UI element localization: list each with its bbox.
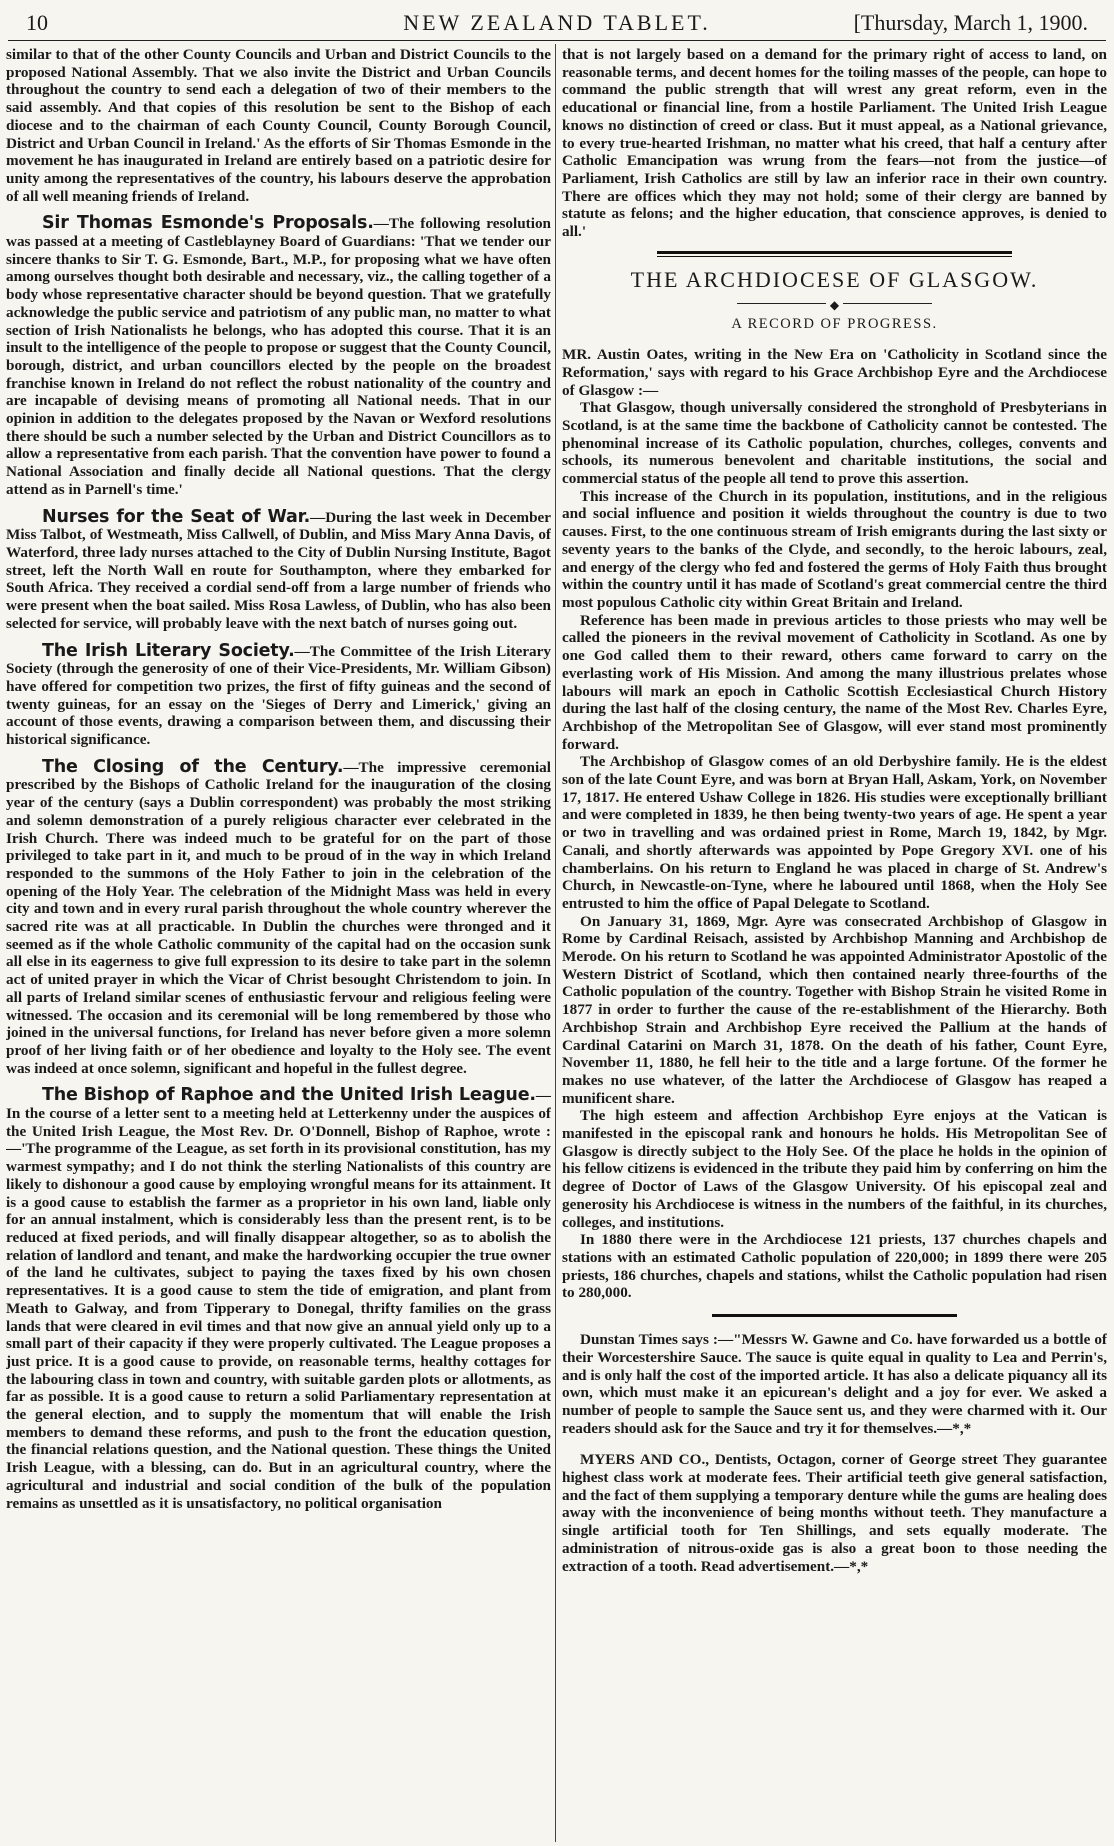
article-paragraph: MR. Austin Oates, writing in the New Era on 'Catholicity in Scotland since the Reformation,' says with regard to his Grace Archbishop Eyre and the Archdiocese of Glasgow :—	[562, 346, 1107, 399]
section-rule	[657, 251, 1012, 257]
news-item-heading: The Bishop of Raphoe and the United Irish League.	[42, 1085, 536, 1106]
news-item	[6, 1087, 551, 1512]
news-item	[6, 215, 551, 498]
news-item-heading: The Closing of the Century.	[42, 756, 344, 777]
news-item-body: —During the last week in December Miss Talbot, of Westmeath, Miss Callwell, of Dublin, and Miss Mary Anna Davis, of Waterford, three lady nurses attached to the City of Dublin Nursing Institute, Bagot street, left the North Wall en route for Southampton, where they embarked for South Africa. They received a cordial send-off from a large number of friends who were present when the boat sailed. Miss Rosa Lawless, of Dublin, who has also been selected for service, will probably leave with the next batch of nurses going out.	[6, 508, 551, 632]
section-subtitle: A RECORD OF PROGRESS.	[731, 316, 938, 333]
news-item-body: —The impressive ceremonial prescribed by the Bishops of Catholic Ireland for the inauguration of the closing year of the century (says a Dublin correspondent) was probably the most striking and solemn demonstration of a purely religious character ever celebrated in the Irish Church. There was indeed much to be grateful for on the part of those privileged to take part in it, and much to be proud of in the way in which Ireland responded to the summons of the Holy Father to join in the celebration of the opening of the Holy Year. The celebration of the Midnight Mass was held in every city and town and in every rural parish throughout the whole country wherever the sacred rite was at all practicable. In Dublin the churches were thronged and it seemed as if the whole Catholic community of the capital had on the occasion sunk all else in its eagerness to give full expression to its desire to take part in the solemn act of united prayer in which the Vicar of Christ besought Christendom to join. In all parts of Ireland similar scenes of enthusiastic fervour and religious feeling were witnessed. The occasion and its ceremonial will be long remembered by those who joined in the universal functions, for Ireland has never before given a more solemn proof of her living faith or of her obedience and loyalty to the Holy see. The event was indeed at once solemn, significant and hopeful in the fullest degree.	[6, 758, 551, 1077]
news-item-heading: The Irish Literary Society.	[42, 640, 295, 661]
article-paragraph: Reference has been made in previous articles to those priests who may well be called the pioneers in the revival movement of Catholicity in Scotland. As one by one God called them to their reward, others came forward to carry on the everlasting work of His Mission. And among the many illustrious prelates whose labours will mark an epoch in Catholic Scottish Ecclesiastical Church History during the last half of the closing century, the name of the Most Rev. Charles Eyre, Archbishop of the Metropolitan See of Glasgow, will ever stand most prominently forward.	[562, 611, 1107, 753]
page-header	[26, 6, 1088, 36]
section-title: THE ARCHDIOCESE OF GLASGOW.	[630, 266, 1039, 292]
issue-date: [Thursday, March 1, 1900.	[853, 10, 1088, 35]
header-rule	[8, 40, 1106, 41]
news-item-heading: Nurses for the Seat of War.	[42, 506, 311, 527]
news-item	[6, 756, 551, 1078]
article-paragraph: The high esteem and affection Archbishop Eyre enjoys at the Vatican is manifested in the episcopal rank and honours he holds. His Metropolitan See of Glasgow is directly subject to the Holy See. Of the place he holds in the opinion of his fellow citizens is evidenced in the tribute they paid him by conferring on him the degree of Doctor of Laws of the Glasgow University. Of his episcopal zeal and generosity his Archdiocese is witness in the numbers of the faithful, in its churches, colleges, and institutions.	[562, 1107, 1107, 1231]
diamond-icon: ◆	[826, 298, 843, 312]
article-paragraph: In 1880 there were in the Archdiocese 121 priests, 137 churches chapels and stations with an estimated Catholic population of 220,000; in 1899 there were 205 priests, 186 churches, chapels and stations, whilst the Catholic population had risen to 280,000.	[562, 1231, 1107, 1302]
continued-letter: that is not largely based on a demand for the primary right of access to land, on reasonable terms, and decent homes for the toiling masses of the people, can hope to command the public strength that will wrest any great reform, even in the educational or financial line, from a hostile Parliament. The United Irish League knows no distinction of creed or class. But it must appeal, as a National grievance, to every true-hearted Irishman, no matter what his creed, that half a century after Catholic Emancipation was wrung from the fears—not from the justice—of Parliament, Irish Catholics are still by law an inferior race in their own country. There are offices which they may not hold; some of their clergy are banned by statute as felons; and the higher education, that conscience approves, is denied to all.'	[562, 46, 1107, 241]
news-item-body: —The following resolution was passed at a meeting of Castleblayney Board of Guardians: 'That we tender our sincere thanks to Sir T. G. Esmonde, Bart., M.P., for proposing what we have often among ourselves thought both desirable and necessary, viz., the calling together of a body whose representative character should be beyond question. That we gratefully acknowledge the public service and patriotism of any public man, no matter to what section of Irish Nationalists he belongs, who has adopted this course. That it is an insult to the intelligence of the people to propose or suggest that the County Council, borough, district, and urban councillors elected by the people on the broadest franchise known in Ireland do not reflect the robust nationality of the country and are incapable of devising means of promoting all National needs. That in our opinion in addition to the delegates proposed by the Navan or Wexford resolutions there should be such a number selected by the Urban and District Councillors as to allow a representative from each parish. That the convention have power to found a National Association and finally decide all National questions. That the clergy attend as in Parnell's time.'	[6, 215, 551, 498]
ornament-divider	[562, 296, 1107, 313]
article-paragraph: The Archbishop of Glasgow comes of an old Derbyshire family. He is the eldest son of the late Count Eyre, and was born at Bryan Hall, Askam, York, on November 17, 1817. He entered Ushaw College in 1826. His studies were exceptionally brilliant and were completed in 1839, he then being twenty-two years of age. He spent a year or two in travelling and was ordained priest in Rome, March 19, 1842, by Mgr. Canali, and shortly afterwards was appointed by Pope Gregory XVI. one of his chamberlains. On his return to England he was placed in charge of St. Andrew's Church, in Newcastle-on-Tyne, where he laboured until 1868, when the Holy See entrusted to him the office of Papal Delegate to Scotland.	[562, 753, 1107, 912]
article-paragraph: On January 31, 1869, Mgr. Ayre was consecrated Archbishop of Glasgow in Rome by Cardinal Reisach, assisted by Archbishop Manning and Archbishop de Merode. On his return to Scotland he was appointed Administrator Apostolic of the Western District of Scotland, which then contained nearly three-fourths of the Catholic population of the country. Together with Bishop Strain he visited Rome in 1877 in order to further the cause of the re-establishment of the Hierarchy. Both Archbishop Strain and Archbishop Eyre received the Pallium at the hands of Cardinal Catarini on March 31, 1878. On the death of his father, Count Eyre, November 11, 1880, he fell heir to the title and a large fortune. Of the former he makes no use whatever, of the latter the Archdiocese of Glasgow has reaped a munificent share.	[562, 912, 1107, 1107]
news-item-body: —In the course of a letter sent to a meeting held at Letterkenny under the auspices of the United Irish League, the Most Rev. Dr. O'Donnell, Bishop of Raphoe, wrote :—'The programme of the League, as set forth in its provisional constitution, has my warmest sympathy; and I do not think the sterling Nationalists of this country are likely to dishonour a good cause by employing wrongful means for its attainment. It is a good cause to establish the farmer as a proprietor in his own land, liable only for an annual instalment, which is considerably less than the present rent, is to be reduced at fixed periods, and will finally disappear altogether, so as to abolish the relation of landlord and tenant, and make the hardworking occupier the true owner of the land he cultivates, subject to paying the taxes fixed by his own chosen representatives. It is a good cause to stem the tide of emigration, and plant from Meath to Galway, and from Tipperary to Donegal, thrifty families on the grass lands that were cleared in evil times and that now give an annual yield only up to a small part of their capacity if they were properly cultivated. The League proposes a just price. It is a good cause to provide, on reasonable terms, healthy cottages for the labouring class in town and country, with suitable garden plots or allotments, as far as possible. It is a good cause to return a solid Parliamentary representation at the general election, and to supply the momentum that will enable the Irish members to demand these reforms, and push to the front the education question, the financial relations question, and the National question. These things the United Irish League, with a blessing, can do. But in an agricultural country, where the agricultural and industrial and social condition of the bulk of the population remains as unsettled as it is unsatisfactory, no political organisation	[6, 1087, 551, 1512]
publication-title: NEW ZEALAND TABLET.	[403, 10, 711, 35]
left-column	[6, 46, 551, 1842]
page-number: 10	[26, 10, 48, 35]
notice-rule	[712, 1314, 957, 1317]
news-item	[6, 506, 551, 633]
continued-intro: similar to that of the other County Councils and Urban and District Councils to the proposed National Assembly. That we also invite the District and Urban Councils throughout the country to send each a delegation of two of their members to the said assembly. And that copies of this resolution be sent to the Bishop of each diocese and to the chairman of each County Council, County Borough Council, District and Urban Council in Ireland.' As the efforts of Sir Thomas Esmonde in the movement he has inaugurated in Ireland are entirely based on a patriotic desire for unity among the representatives of the country, his labours deserve the approbation of all well meaning friends of Ireland.	[6, 46, 551, 205]
news-item-heading: Sir Thomas Esmonde's Proposals.	[42, 213, 374, 234]
news-item	[6, 640, 551, 749]
news-item-body: —The Committee of the Irish Literary Society (through the generosity of one of their Vice-Presidents, Mr. William Gibson) have offered for competition two prizes, the first of fifty guineas and the second of twenty guineas, for an essay on the 'Sieges of Derry and Limerick,' giving an account of those events, drawing a comparison between them, and discussing their historical significance.	[6, 642, 551, 749]
dentists-notice: MYERS AND CO., Dentists, Octagon, corner of George street They guarantee highest class work at moderate fees. Their artificial teeth give general satisfaction, and the fact of them supplying a temporary denture while the gums are healing does away with the inconvenience of being months without teeth. They manufacture a single artificial tooth for Ten Shillings, and sets equally moderate. The administration of nitrous-oxide gas is also a great boon to those needing the extraction of a tooth. Read advertisement.—*,*	[562, 1451, 1107, 1575]
article-paragraph: That Glasgow, though universally considered the stronghold of Presbyterians in Scotland, is at the same time the backbone of Catholicity cannot be contested. The phenominal increase of its Catholic population, churches, colleges, convents and schools, its numerous benevolent and charitable institutions, the social and commercial status of the people all tend to prove this assertion.	[562, 399, 1107, 488]
sauce-notice: Dunstan Times says :—"Messrs W. Gawne and Co. have forwarded us a bottle of their Worcestershire Sauce. The sauce is quite equal in quality to Lea and Perrin's, and is only half the cost of the imported article. It has also a delicate piquancy all its own, which must make it an epicurean's delight and a joy for ever. We asked a number of people to sample the Sauce sent us, and they were charmed with it. Our readers should ask for the Sauce and try it for themselves.—*,*	[562, 1331, 1107, 1437]
article-paragraph: This increase of the Church in its population, institutions, and in the religious and social influence and position it wields throughout the country is due to two causes. First, to the one continuous stream of Irish emigrants during the last sixty or seventy years to the banks of the Clyde, and secondly, to the heroic labours, zeal, and energy of the clergy who fed and fostered the germs of Holy Faith thus brought within the country until it has made of Scotland's great commercial centre the third most populous Catholic city within Great Britain and Ireland.	[562, 487, 1107, 611]
right-column	[562, 46, 1107, 1842]
column-divider	[555, 44, 556, 1842]
